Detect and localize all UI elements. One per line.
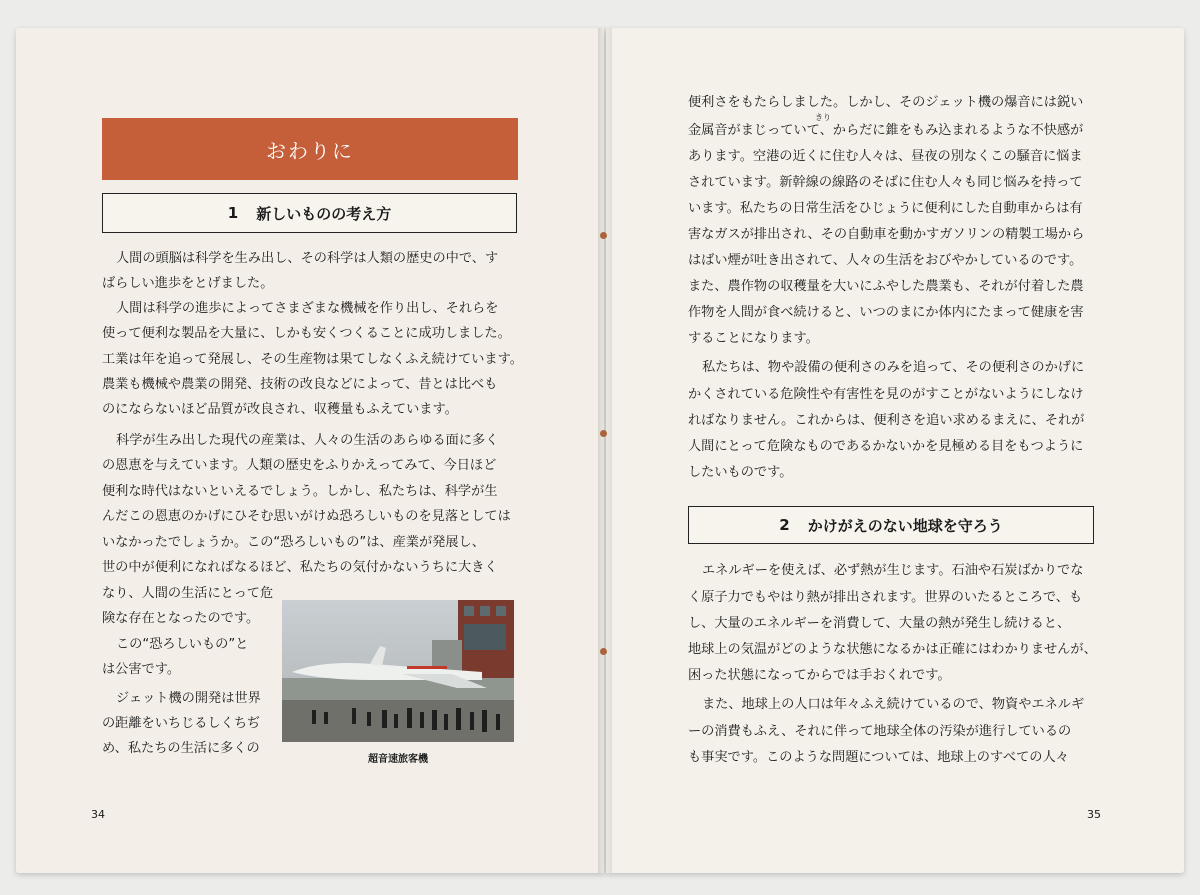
paragraph-line: 工業は年を追って発展し、その生産物は果てしなくふえ続けています。 xyxy=(102,352,523,367)
paragraph-line: また、農作物の収穫量を大いにふやした農業も、それが付着した農 xyxy=(688,279,1084,294)
section-number: 1 xyxy=(227,204,239,222)
paragraph-line: あります。空港の近くに住む人々は、昼夜の別なくこの騒音に悩ま xyxy=(688,149,1083,164)
paragraph-line: 人間の頭脳は科学を生み出し、その科学は人類の歴史の中で、す xyxy=(116,251,499,266)
paragraph-line: んだこの恩恵のかげにひそむ思いがけぬ恐ろしいものを見落としては xyxy=(102,509,511,524)
paragraph-line: ばらしい進歩をとげました。 xyxy=(102,276,274,291)
paragraph-line: 険な存在となったのです。 xyxy=(102,611,260,626)
paragraph-line: は公害です。 xyxy=(102,662,181,677)
paragraph-line: 世の中が便利になればなるほど、私たちの気付かないうちに大きく xyxy=(102,560,498,575)
paragraph-line: この“恐ろしいもの”と xyxy=(116,637,249,652)
chapter-title: おわりに xyxy=(102,118,518,180)
paragraph-line: 困った状態になってからでは手おくれです。 xyxy=(688,668,951,683)
paragraph-line: 便利さをもたらしました。しかし、そのジェット機の爆音には鋭い xyxy=(688,95,1084,110)
paragraph-line: エネルギーを使えば、必ず熱が生じます。石油や石炭ばかりでな xyxy=(702,563,1084,578)
paragraph-line: かくされている危険性や有害性を見のがすことがないようにしなけ xyxy=(688,387,1084,402)
paragraph-line: したいものです。 xyxy=(688,465,793,480)
page-number-right: 35 xyxy=(1087,808,1101,821)
paragraph-line: の恩恵を与えています。人類の歴史をふりかえってみて、今日ほど xyxy=(102,458,497,473)
paragraph-line: ーの消費もふえ、それに伴って地球全体の汚染が進行しているの xyxy=(688,724,1072,739)
paragraph-line: はばい煙が吐き出されて、人々の生活をおびやかしているのです。 xyxy=(688,253,1083,268)
section-heading-1 xyxy=(102,193,517,233)
photo-caption: 超音速旅客機 xyxy=(368,754,428,765)
paragraph-line: 地球上の気温がどのような状態になるかは正確にはわかりませんが、 xyxy=(688,642,1097,657)
binding-hole xyxy=(600,648,607,655)
paragraph-line: のにならないほど品質が改良され、収穫量もふえています。 xyxy=(102,402,458,417)
paragraph-line: く原子力でもやはり熱が排出されます。世界のいたるところで、も xyxy=(688,590,1083,605)
paragraph-line: また、地球上の人口は年々ふえ続けているので、物資やエネルギ xyxy=(702,697,1085,712)
paragraph-line: 科学が生み出した現代の産業は、人々の生活のあらゆる面に多く xyxy=(116,433,499,448)
paragraph-line: することになります。 xyxy=(688,331,819,346)
paragraph-line: 人間にとって危険なものであるかないかを見極める目をもつように xyxy=(688,439,1084,454)
supersonic-airliner-photo xyxy=(282,600,514,742)
paragraph-line: 人間は科学の進歩によってさまざまな機械を作り出し、それらを xyxy=(116,301,499,316)
paragraph-line: ジェット機の開発は世界 xyxy=(116,691,261,706)
paragraph-line: し、大量のエネルギーを消費して、大量の熱が発生し続けると、 xyxy=(688,616,1071,631)
page-number-left: 34 xyxy=(91,808,105,821)
paragraph-line: います。私たちの日常生活をひじょうに便利にした自動車からは有 xyxy=(688,201,1083,216)
section-title: 新しいものの考え方 xyxy=(256,204,392,223)
binding-hole xyxy=(600,430,607,437)
paragraph-line: 農業も機械や農業の開発、技術の改良などによって、昔とは比べも xyxy=(102,377,498,392)
paragraph-line: されています。新幹線の線路のそばに住む人々も同じ悩みを持って xyxy=(688,175,1083,190)
paragraph-line: め、私たちの生活に多くの xyxy=(102,741,260,756)
section-number: 2 xyxy=(779,516,790,534)
paragraph-line: 作物を人間が食べ続けると、いつのまにか体内にたまって健康を害 xyxy=(688,305,1084,320)
section-heading-2 xyxy=(688,506,1094,544)
binding-hole xyxy=(600,232,607,239)
book-spine xyxy=(598,28,612,873)
paragraph-line: なり、人間の生活にとって危 xyxy=(102,586,274,601)
ruby-annotation: きり xyxy=(815,113,831,122)
paragraph-line: も事実です。このような問題については、地球上のすべての人々 xyxy=(688,750,1069,765)
paragraph-line: いなかったでしょうか。この“恐ろしいもの”は、産業が発展し、 xyxy=(102,535,485,550)
paragraph-line: 害なガスが排出され、その自動車を動かすガソリンの精製工場から xyxy=(688,227,1085,242)
paragraph-line: 便利な時代はないといえるでしょう。しかし、私たちは、科学が生 xyxy=(102,484,498,499)
paragraph-line: ればなりません。これからは、便利さを追い求めるまえに、それが xyxy=(688,413,1085,428)
section-title: かけがえのない地球を守ろう xyxy=(807,516,1003,535)
paragraph-line: 私たちは、物や設備の便利さのみを追って、その便利さのかげに xyxy=(702,360,1085,375)
paragraph-line: 使って便利な製品を大量に、しかも安くつくることに成功しました。 xyxy=(102,326,511,341)
paragraph-line: 金属音がまじっていて、からだに錐をもみ込まれるような不快感が xyxy=(688,123,1084,138)
paragraph-line: の距離をいちじるしくちぢ xyxy=(102,716,261,731)
